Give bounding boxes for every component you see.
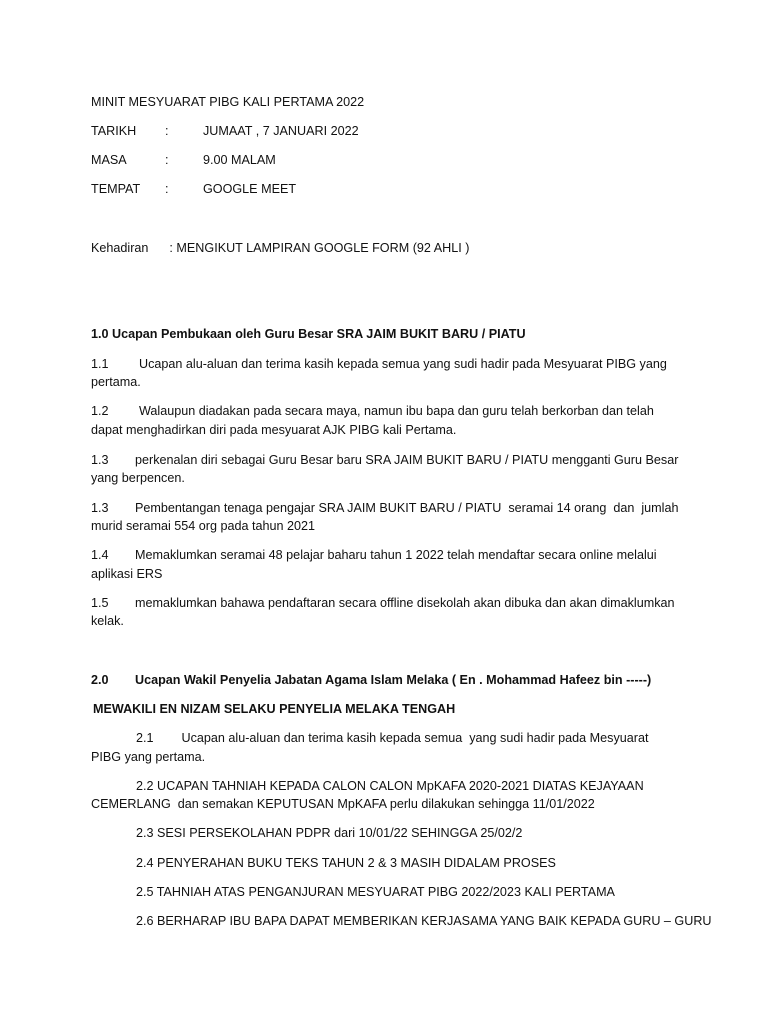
- section-1-item: [91, 453, 679, 468]
- item-text: Walaupun diadakan pada secara maya, namun ibu bapa dan guru telah berkorban dan telah: [139, 404, 654, 418]
- item-number: 1.3: [91, 453, 109, 467]
- section-1-item-cont: yang berpencen.: [91, 471, 185, 485]
- item-number: 1.2: [91, 404, 109, 418]
- item-text: Ucapan alu-aluan dan terima kasih kepada semua yang sudi hadir pada Mesyuarat PIBG yang: [139, 357, 667, 371]
- item-text: memaklumkan bahawa pendaftaran secara offline disekolah akan dibuka dan akan dimaklumkan: [135, 596, 675, 610]
- section-1-item: [91, 548, 657, 563]
- item-number: 1.3: [91, 501, 109, 515]
- section-2-item: 2.5 TAHNIAH ATAS PENGANJURAN MESYUARAT PIBG 2022/2023 KALI PERTAMA: [136, 885, 615, 899]
- document-title: MINIT MESYUARAT PIBG KALI PERTAMA 2022: [91, 95, 365, 109]
- meta-label: MASA: [91, 153, 127, 167]
- meta-sep: :: [165, 124, 169, 138]
- meta-row-date: [91, 124, 491, 139]
- section-2-item: 2.6 BERHARAP IBU BAPA DAPAT MEMBERIKAN KERJASAMA YANG BAIK KEPADA GURU – GURU: [136, 914, 712, 928]
- section-2-item-cont: CEMERLANG dan semakan KEPUTUSAN MpKAFA perlu dilakukan sehingga 11/01/2022: [91, 797, 595, 811]
- section-2-subheading: MEWAKILI EN NIZAM SELAKU PENYELIA MELAKA TENGAH: [93, 702, 456, 716]
- meta-row-place: [91, 182, 491, 197]
- section-2-item: 2.1 Ucapan alu-aluan dan terima kasih kepada semua yang sudi hadir pada Mesyuarat: [136, 731, 649, 745]
- section-1-item-cont: kelak.: [91, 614, 124, 628]
- section-2-title: Ucapan Wakil Penyelia Jabatan Agama Islam Melaka ( En . Mohammad Hafeez bin -----): [135, 673, 652, 687]
- section-2-item: 2.3 SESI PERSEKOLAHAN PDPR dari 10/01/22 SEHINGGA 25/02/2: [136, 826, 523, 840]
- attendance-line: Kehadiran : MENGIKUT LAMPIRAN GOOGLE FORM (92 AHLI ): [91, 241, 470, 255]
- item-number: 1.1: [91, 357, 109, 371]
- section-1-item: [91, 501, 679, 516]
- section-2-item: 2.2 UCAPAN TAHNIAH KEPADA CALON CALON MpKAFA 2020-2021 DIATAS KEJAYAAN: [136, 779, 644, 793]
- meta-label: TARIKH: [91, 124, 137, 138]
- meta-value: GOOGLE MEET: [203, 182, 297, 196]
- item-number: 1.5: [91, 596, 109, 610]
- item-text: Pembentangan tenaga pengajar SRA JAIM BUKIT BARU / PIATU seramai 14 orang dan jumlah: [135, 501, 679, 515]
- section-1-item-cont: aplikasi ERS: [91, 567, 163, 581]
- section-1-item: [91, 357, 667, 372]
- section-1-item: [91, 596, 675, 611]
- meta-row-time: [91, 153, 491, 168]
- item-text: Memaklumkan seramai 48 pelajar baharu tahun 1 2022 telah mendaftar secara online melalui: [135, 548, 657, 562]
- section-1-item-cont: murid seramai 554 org pada tahun 2021: [91, 519, 316, 533]
- meta-sep: :: [165, 182, 169, 196]
- meta-label: TEMPAT: [91, 182, 141, 196]
- section-1-item: [91, 404, 654, 419]
- item-text: perkenalan diri sebagai Guru Besar baru SRA JAIM BUKIT BARU / PIATU mengganti Guru Besar: [135, 453, 679, 467]
- section-2-item: 2.4 PENYERAHAN BUKU TEKS TAHUN 2 & 3 MASIH DIDALAM PROSES: [136, 856, 556, 870]
- section-1-item-cont: pertama.: [91, 375, 141, 389]
- meta-sep: :: [165, 153, 169, 167]
- item-number: 1.4: [91, 548, 109, 562]
- meta-value: JUMAAT , 7 JANUARI 2022: [203, 124, 359, 138]
- section-2-number: 2.0: [91, 673, 109, 687]
- meta-value: 9.00 MALAM: [203, 153, 276, 167]
- section-2-item-cont: PIBG yang pertama.: [91, 750, 206, 764]
- section-1-item-cont: dapat menghadirkan diri pada mesyuarat AJK PIBG kali Pertama.: [91, 423, 457, 437]
- section-2-heading: [91, 673, 652, 688]
- section-1-heading: 1.0 Ucapan Pembukaan oleh Guru Besar SRA JAIM BUKIT BARU / PIATU: [91, 327, 526, 341]
